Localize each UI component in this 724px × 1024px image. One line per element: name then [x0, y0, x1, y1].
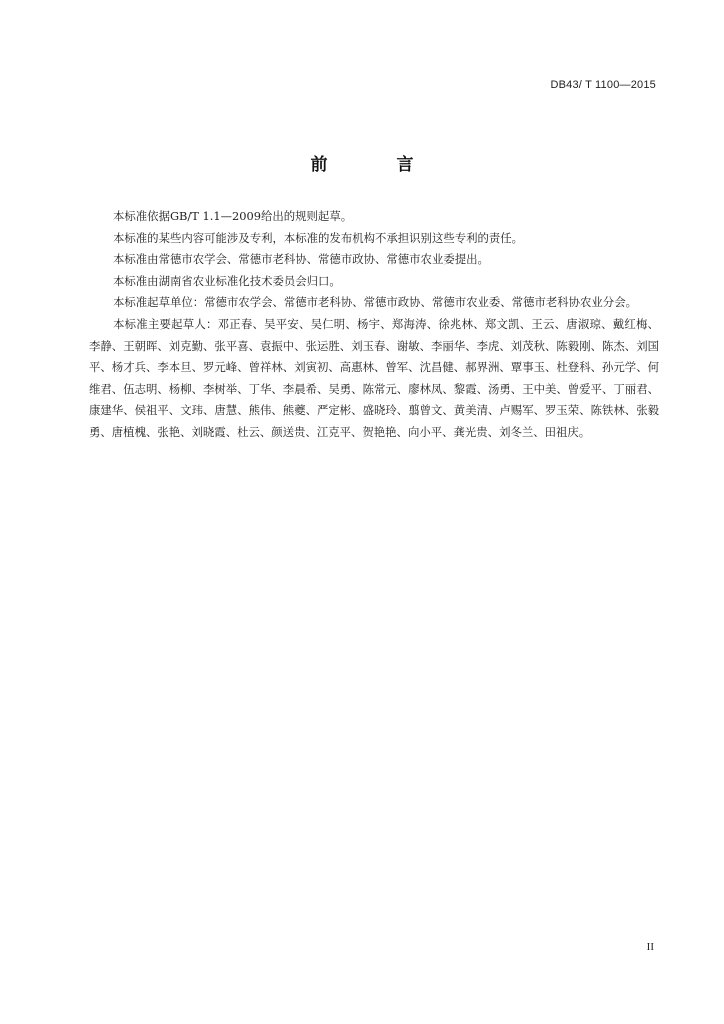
- paragraph-drafting-units: 本标准起草单位：常德市农学会、常德市老科协、常德市政协、常德市农业委、常德市老科协农业分会。: [113, 295, 637, 310]
- paragraph-proposer: 本标准由常德市农学会、常德市老科协、常德市政协、常德市农业委提出。: [113, 252, 489, 267]
- foreword-body: [89, 206, 659, 444]
- page-number: II: [646, 941, 654, 953]
- standard-code: DB43/ T 1100—2015: [550, 79, 656, 91]
- paragraph-committee: 本标准由湖南省农业标准化技术委员会归口。: [113, 273, 341, 288]
- paragraph-main-drafters: 本标准主要起草人：邓正春、吴平安、吴仁明、杨宇、郑海涛、徐兆林、郑文凯、王云、唐淑琼、戴红梅、李静、王朝晖、刘克勤、张平喜、袁振中、张运胜、刘玉春、谢敏、李丽华、李虎、刘茂秋、陈毅刚、陈杰、刘国平、杨才兵、李本旦、罗元峰、曾祥林、刘寅初、高惠林、曾军、沈昌健、郝界洲、覃事玉、杜登科、孙元学、何维君、伍志明、杨柳、李树举、丁华、李晨希、吴勇、陈常元、廖林凤、黎霞、汤勇、王中美、曾爱平、丁丽君、康建华、侯祖平、文玮、唐慧、熊伟、熊夔、严定彬、盛晓玲、翦曾文、黄美清、卢赐军、罗玉荣、陈铁林、张毅勇、唐植槐、张艳、刘晓霞、杜云、颜送贵、江克平、贺艳艳、向小平、龚光贵、刘冬兰、田祖庆。: [89, 316, 659, 439]
- paragraph-drafting-rules: 本标准依据GB/T 1.1—2009给出的规则起草。: [113, 209, 353, 223]
- page-title: 前 言: [310, 155, 440, 175]
- paragraph-patent-notice: 本标准的某些内容可能涉及专利，本标准的发布机构不承担识别这些专利的责任。: [113, 230, 524, 245]
